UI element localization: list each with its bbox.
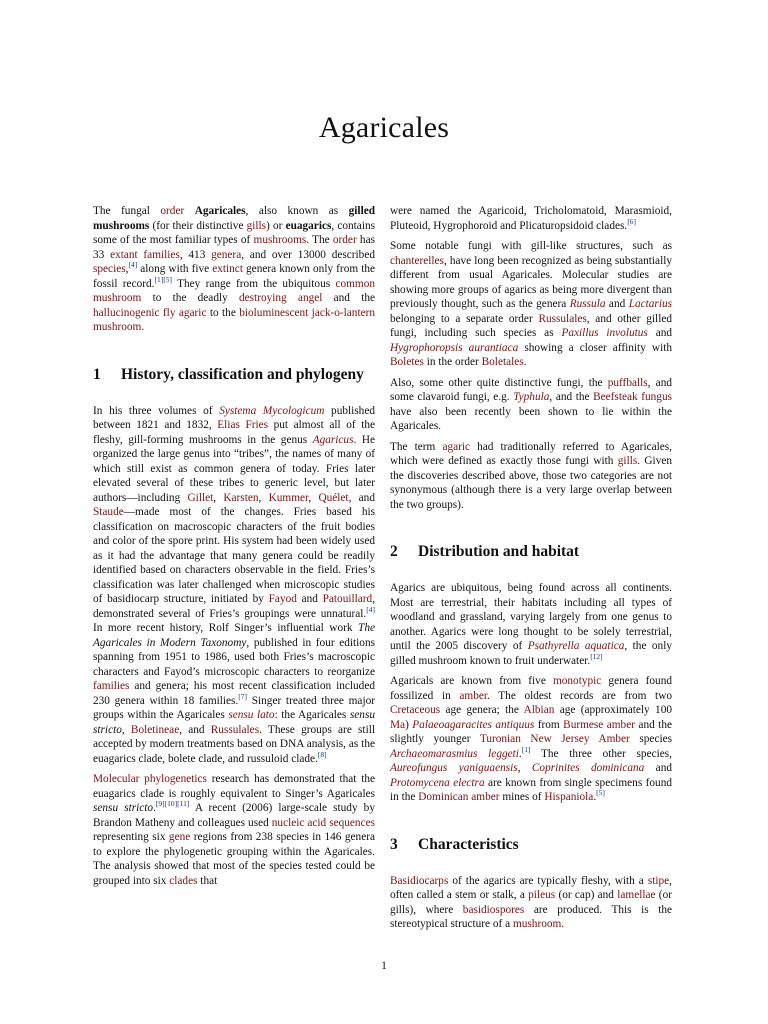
- citation-ref[interactable]: [6]: [627, 216, 636, 226]
- section-heading-history: [93, 364, 375, 385]
- bold-term: Agaricales: [194, 205, 246, 217]
- wiki-link[interactable]: Beefsteak fungus: [593, 391, 672, 403]
- wiki-link[interactable]: Lactarius: [628, 298, 672, 310]
- history-paragraph: In his three volumes of Systema Mycologicum published between 1821 and 1832, Elias Fries put almost all of the fleshy, gill-forming mushrooms in the genus Agaricus. He organized the large genus into “tribes”, the names of many of which still exist as common genera of today. Fries later elevated several of these tribes to generic level, but later authors—including Gillet, Karsten, Kummer, Quélet, and Staude—made most of the changes. Fries based his classification on macroscopic characters of the fruit bodies and color of the spore print. His system had been widely used as it had the advantage that many genera could be readily identified based on characters observable in the field. Fries’s classification was later challenged when microscopic studies of basidiocarp structure, initiated by Fayod and Patouillard, demonstrated several of Fries’s groupings were unnatural.[4] In more recent history, Rolf Singer’s influential work The Agaricales in Modern Taxonomy, published in four editions spanning from 1951 to 1986, used both Fries’s macroscopic characters and Fayod’s microscopic characters to reorganize families and genera; his most recent classification included 230 genera within 18 families.[7] Singer treated three major groups within the Agaricales sensu lato: the Agaricales sensu stricto, Boletineae, and Russulales. These groups are still accepted by modern treatments based on DNA analysis, as the euagarics clade, bolete clade, and russuloid clade.[8]: [93, 404, 376, 765]
- characteristics-paragraph: Basidiocarps of the agarics are typically fleshy, with a stipe, often called a stem or stalk, a pileus (or cap) and lamellae (or gills), where basidiospores are produced. This is the stereotypical structure of a mushroom.: [390, 874, 673, 930]
- wiki-link[interactable]: nucleic acid sequences: [271, 816, 375, 829]
- section-number: 2: [390, 543, 398, 560]
- wiki-link[interactable]: Russula: [569, 298, 606, 310]
- section-heading-distribution: [390, 541, 672, 562]
- wiki-link[interactable]: sensu lato: [228, 709, 275, 721]
- wiki-link[interactable]: Cretaceous: [390, 704, 441, 716]
- wiki-link[interactable]: genera: [211, 248, 242, 261]
- citation-ref[interactable]: [7]: [238, 691, 248, 701]
- puffballs-paragraph: Also, some other quite distinctive fungi, the puffballs, and some clavaroid fungi, e.g. Typhula, and the Beefsteak fungus have also been recently been shown to lie within the Agaricales.: [390, 376, 672, 432]
- wiki-link[interactable]: basidiospores: [462, 903, 525, 916]
- wiki-link[interactable]: Hygrophoropsis aurantiaca: [390, 341, 519, 354]
- bold-term: gilled mushrooms: [93, 205, 376, 232]
- left-column: [93, 204, 375, 894]
- wiki-link[interactable]: lamellae: [617, 889, 656, 901]
- wiki-link[interactable]: monotypic: [552, 675, 602, 687]
- wiki-link[interactable]: extant families: [110, 248, 180, 261]
- citation-ref[interactable]: [12]: [590, 651, 603, 661]
- wiki-link[interactable]: Boletales: [481, 356, 524, 368]
- gill-like-paragraph: Some notable fungi with gill-like structures, such as chanterelles, have long been recognized as being substantially different from usual Agaricales. Molecular studies are showing more groups of agarics as being more divergent than previously thought, such as the genera Russula and Lactarius belonging to a separate order Russulales, and other gilled fungi, including such species as Paxillus involutus and Hygrophoropsis aurantiaca showing a closer affinity with Boletes in the order Boletales.: [390, 240, 673, 368]
- section-number: 1: [93, 365, 101, 383]
- wiki-link[interactable]: extinct: [212, 263, 243, 275]
- wiki-link[interactable]: fly agaric: [162, 306, 207, 319]
- wiki-link[interactable]: Kummer: [268, 491, 309, 504]
- wiki-link[interactable]: Elias Fries: [217, 419, 269, 431]
- section-title: Characteristics: [418, 835, 519, 853]
- wiki-link[interactable]: Coprinites dominicana: [531, 762, 645, 774]
- phylogenetics-paragraph: Molecular phylogenetics research has demonstrated that the euagarics clade is roughly equivalent to Singer’s Agaricales sensu stricto.[9][10][11] A recent (2006) large-scale study by Brandon Matheny and colleagues used nucleic acid sequences representing six gene regions from 238 species in 146 genera to explore the phylogenetic grouping within the Agaricales. The analysis showed that most of the species tested could be grouped into six clades that: [93, 773, 376, 887]
- citation-ref[interactable]: [1][5]: [154, 274, 172, 284]
- italic-term: sensu stricto: [93, 802, 154, 814]
- citation-ref[interactable]: [9][10][11]: [155, 799, 190, 809]
- section-title: History, classification and phylogeny: [121, 365, 364, 383]
- wiki-link[interactable]: order: [332, 234, 357, 246]
- wiki-link[interactable]: Agaricus: [312, 433, 354, 446]
- wiki-link[interactable]: Gillet: [187, 491, 214, 504]
- page-number: 1: [381, 960, 387, 972]
- wiki-link[interactable]: jack-o-lantern mushroom: [93, 306, 376, 333]
- wiki-link[interactable]: Dominican amber: [418, 791, 500, 803]
- wiki-link[interactable]: Fayod: [268, 593, 297, 605]
- wiki-link[interactable]: Archaeomarasmius leggeti: [390, 747, 519, 760]
- wiki-link[interactable]: gills: [617, 455, 638, 467]
- wiki-link[interactable]: Basidiocarps: [390, 874, 449, 887]
- wiki-link[interactable]: Karsten: [223, 491, 259, 504]
- wiki-link[interactable]: Boletineae: [130, 723, 180, 736]
- wiki-link[interactable]: Russulales: [538, 312, 587, 325]
- section-heading-characteristics: [390, 834, 672, 855]
- wiki-link[interactable]: common mushroom: [93, 277, 375, 304]
- wiki-link[interactable]: Hispaniola: [544, 791, 594, 803]
- wiki-link[interactable]: Paxillus involutus: [561, 327, 648, 339]
- italic-term: The Agaricales in Modern Taxonomy: [93, 622, 375, 649]
- wiki-link[interactable]: species: [93, 263, 126, 275]
- wiki-link[interactable]: New Jersey Amber: [530, 733, 630, 745]
- wiki-link[interactable]: Turonian: [479, 733, 521, 745]
- page-title: Agaricales: [318, 111, 450, 144]
- citation-ref[interactable]: [8]: [317, 749, 327, 759]
- section-title: Distribution and habitat: [418, 543, 580, 560]
- wiki-link[interactable]: Russulales: [210, 723, 260, 736]
- wiki-link[interactable]: pileus: [528, 889, 556, 901]
- wiki-link[interactable]: Quélet: [318, 491, 349, 504]
- wiki-link[interactable]: Aureofungus yaniguaensis: [390, 762, 518, 774]
- wiki-link[interactable]: mushroom: [512, 918, 562, 930]
- wiki-link[interactable]: families: [93, 680, 130, 692]
- wiki-link[interactable]: puffballs: [607, 376, 648, 389]
- wiki-link[interactable]: Systema Mycologicum: [219, 404, 325, 417]
- wiki-link[interactable]: Boletes: [390, 356, 424, 368]
- right-column: [390, 204, 672, 938]
- bold-term: euagarics: [285, 219, 332, 232]
- wiki-link[interactable]: gene: [168, 831, 191, 843]
- agaric-term-paragraph: The term agaric had traditionally referred to Agaricales, which were defined as exactly those fungi with gills. Given the discoveries described above, those two categories are not synonymous (although there is a very large overlap between the two groups).: [390, 440, 672, 511]
- wiki-link[interactable]: bioluminescent: [239, 306, 309, 319]
- citation-ref[interactable]: [4]: [366, 604, 375, 614]
- fossil-paragraph: Agaricals are known from five monotypic genera found fossilized in amber. The oldest records are from two Cretaceous age genera; the Albian age (approximately 100 Ma) Palaeoagaracites antiquus from Burmese amber and the slightly younger Turonian New Jersey Amber species Archaeomarasmius leggeti.[1] The three other species, Aureofungus yaniguaensis, Coprinites dominicana and Protomycena electra are known from single specimens found in the Dominican amber mines of Hispaniola.[5]: [390, 675, 673, 803]
- wiki-link[interactable]: Protomycena electra: [390, 776, 485, 789]
- wiki-link[interactable]: Psathyrella aquatica: [527, 640, 625, 652]
- wiki-link[interactable]: Molecular phylogenetics: [93, 773, 207, 785]
- wiki-link[interactable]: Staude: [93, 506, 124, 518]
- wiki-link[interactable]: order: [160, 205, 185, 217]
- citation-ref[interactable]: [1]: [521, 744, 531, 754]
- wiki-link[interactable]: Patouillard: [322, 593, 373, 605]
- wiki-link[interactable]: amber: [459, 689, 487, 702]
- intro-paragraph: The fungal order Agaricales, also known as gilled mushrooms (for their distinctive gills) or euagarics, contains some of the most familiar types of mushrooms. The order has 33 extant families, 413 genera, and over 13000 described species,[4] along with five extinct genera known only from the fossil record.[1][5] They range from the ubiquitous common mushroom to the deadly destroying angel and the hallucinogenic fly agaric to the bioluminescent jack-o-lantern mushroom.: [93, 205, 376, 333]
- wiki-link[interactable]: mushrooms: [253, 234, 307, 246]
- wiki-link[interactable]: Burmese amber: [563, 718, 635, 731]
- clades-paragraph: were named the Agaricoid, Tricholomatoid, Marasmioid, Pluteoid, Hygrophoroid and Plicaturopsidoid clades.[6]: [390, 205, 672, 232]
- wiki-link[interactable]: Typhula: [513, 391, 550, 403]
- citation-ref[interactable]: [4]: [128, 260, 138, 270]
- wiki-link[interactable]: Palaeoagaracites antiquus: [412, 718, 535, 731]
- wiki-link[interactable]: agaric: [442, 440, 471, 453]
- citation-ref[interactable]: [5]: [596, 788, 605, 798]
- wiki-link[interactable]: Ma: [390, 718, 406, 731]
- wiki-link[interactable]: Albian: [523, 704, 555, 716]
- italic-term: sensu stricto: [93, 709, 375, 736]
- wiki-link[interactable]: gills: [246, 219, 267, 232]
- wiki-link[interactable]: clades: [169, 874, 198, 887]
- distribution-paragraph: Agarics are ubiquitous, being found across all continents. Most are terrestrial, their habitats including all types of woodland and grassland, varying largely from one genus to another. Agarics were long thought to be solely terrestrial, until the 2005 discovery of Psathyrella aquatica, the only gilled mushroom known to fruit underwater.[12]: [390, 582, 672, 667]
- wiki-link[interactable]: stipe: [647, 874, 670, 887]
- section-number: 3: [390, 835, 398, 853]
- wiki-link[interactable]: destroying angel: [239, 292, 323, 304]
- wiki-link[interactable]: hallucinogenic: [93, 306, 160, 319]
- wiki-link[interactable]: chanterelles: [390, 254, 444, 267]
